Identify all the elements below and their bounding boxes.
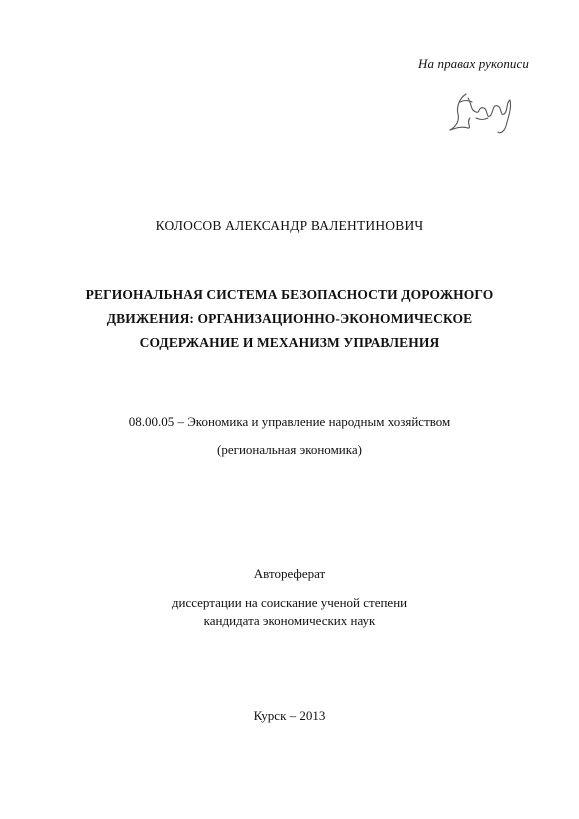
document-type: Автореферат — [253, 566, 326, 581]
dissertation-title — [60, 283, 519, 355]
degree-line: кандидата экономических наук — [203, 613, 376, 628]
degree-description — [0, 594, 579, 630]
signature-icon — [446, 88, 518, 136]
place-and-year: Курск – 2013 — [253, 708, 326, 723]
specialty-subfield: (региональная экономика) — [217, 442, 362, 457]
title-line: ДВИЖЕНИЯ: ОРГАНИЗАЦИОННО-ЭКОНОМИЧЕСКОЕ — [106, 311, 473, 326]
rights-note: На правах рукописи — [418, 56, 529, 71]
specialty-code: 08.00.05 – Экономика и управление народным хозяйством — [128, 414, 451, 429]
title-line: РЕГИОНАЛЬНАЯ СИСТЕМА БЕЗОПАСНОСТИ ДОРОЖНОГО — [85, 287, 494, 302]
title-line: СОДЕРЖАНИЕ И МЕХАНИЗМ УПРАВЛЕНИЯ — [139, 335, 440, 350]
degree-line: диссертации на соискание ученой степени — [171, 595, 408, 610]
author-name: КОЛОСОВ АЛЕКСАНДР ВАЛЕНТИНОВИЧ — [155, 218, 424, 233]
